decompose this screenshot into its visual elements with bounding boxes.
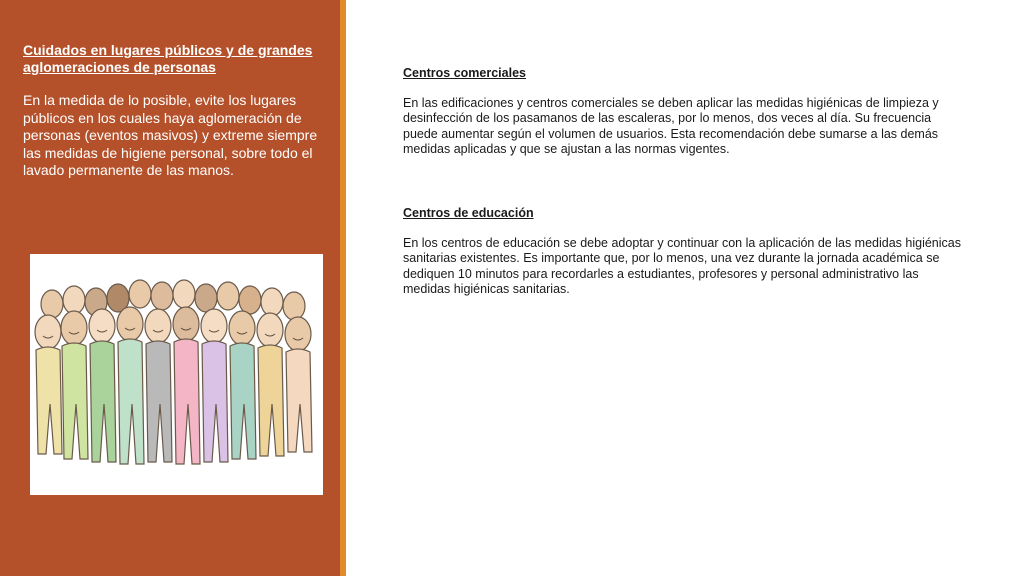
section-body: En los centros de educación se debe adoptar y continuar con la aplicación de las medidas higiénicas sanitarias existentes. Es importante que, por lo menos, una vez durante la jornada académica se dediquen 10 minutos para recordarles a estudiantes, profesores y personal administrativo las medidas higiénicas sanitarias. bbox=[403, 235, 961, 296]
crowd-illustration bbox=[30, 254, 323, 495]
section-title: Centros comerciales bbox=[403, 66, 526, 80]
section-centros-comerciales bbox=[403, 66, 963, 158]
divider-stripe bbox=[340, 0, 346, 576]
crowd-illustration-svg bbox=[30, 254, 323, 495]
left-panel-body: En la medida de lo posible, evite los lugares públicos en los cuales haya aglomeración de personas (eventos masivos) y extreme siempre las medidas de higiene personal, sobre todo el lavado permanente de las manos. bbox=[23, 92, 318, 178]
left-panel-title: Cuidados en lugares públicos y de grandes aglomeraciones de personas bbox=[23, 42, 313, 75]
section-body: En las edificaciones y centros comerciales se deben aplicar las medidas higiénicas de limpieza y desinfección de los pasamanos de las escaleras, por lo menos, dos veces al día. Su frecuencia puede aumentar según el volumen de usuarios. Esta recomendación debe sumarse a las demás medidas aplicadas y que se ajustan a las normas vigentes. bbox=[403, 95, 939, 156]
section-title: Centros de educación bbox=[403, 206, 534, 220]
section-centros-educacion bbox=[403, 206, 963, 298]
